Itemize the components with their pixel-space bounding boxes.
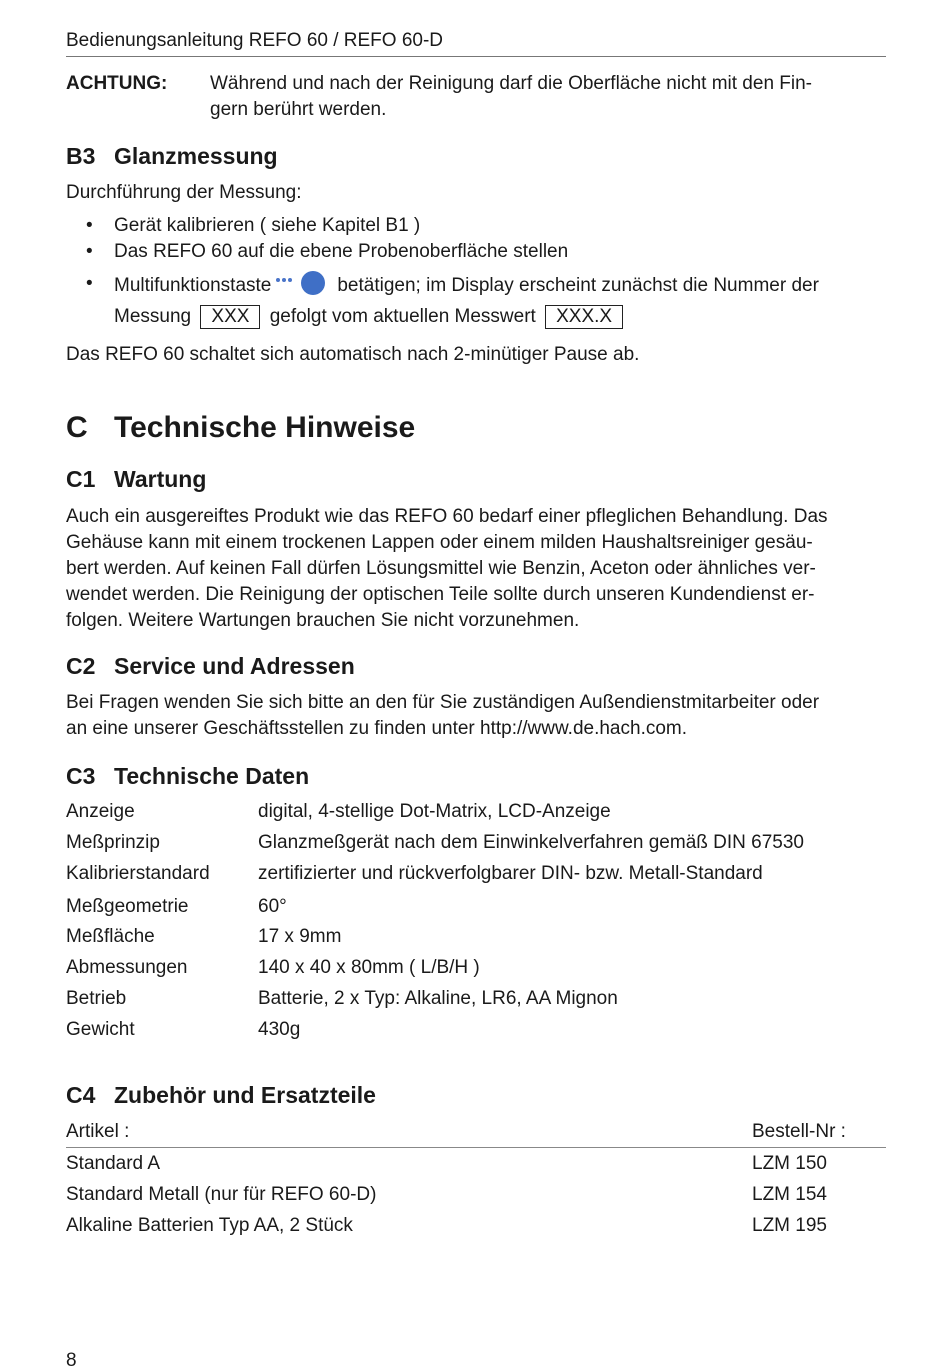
- spec-value: 140 x 40 x 80mm ( L/B/H ): [258, 957, 480, 978]
- section-title: Technische Daten: [114, 763, 310, 789]
- section-title: Service und Adressen: [114, 653, 355, 679]
- measurement-text: Messung: [114, 306, 192, 327]
- column-header-article: Artikel :: [66, 1121, 130, 1142]
- spec-label: Meßgeometrie: [66, 896, 189, 917]
- spec-value: Glanzmeßgerät nach dem Einwinkelverfahren gemäß DIN 67530: [258, 832, 804, 853]
- service-paragraph: [66, 690, 896, 742]
- section-c4-heading: [66, 1082, 376, 1109]
- paragraph-line: Gehäuse kann mit einem trockenen Lappen oder einem milden Haushaltsreiniger gesäu-: [66, 532, 813, 553]
- spec-label: Abmessungen: [66, 957, 188, 978]
- section-title: Glanzmessung: [114, 143, 278, 169]
- section-c2-heading: [66, 653, 355, 680]
- order-number: LZM 195: [752, 1215, 827, 1236]
- warning-label: ACHTUNG:: [66, 73, 168, 94]
- paragraph-line: wendet werden. Die Reinigung der optischen Teile sollte durch unseren Kundendienst er-: [66, 584, 815, 605]
- page-number: 8: [66, 1350, 77, 1371]
- section-number: C3: [66, 763, 96, 789]
- bullet-item: [86, 271, 886, 305]
- order-number: LZM 154: [752, 1184, 827, 1205]
- spec-label: Gewicht: [66, 1019, 135, 1040]
- chapter-title: Technische Hinweise: [114, 411, 416, 444]
- spec-value: digital, 4-stellige Dot-Matrix, LCD-Anzeige: [258, 801, 611, 822]
- bullet-text: Das REFO 60 auf die ebene Probenoberfläche stellen: [114, 241, 569, 262]
- paragraph-line: Auch ein ausgereiftes Produkt wie das REFO 60 bedarf einer pfleglichen Behandlung. Das: [66, 506, 828, 527]
- display-value-box: XXX.X: [545, 305, 623, 329]
- order-number: LZM 150: [752, 1153, 827, 1174]
- bullet-text-continued: betätigen; im Display erscheint zunächst die Nummer der: [337, 275, 819, 296]
- chapter-number: C: [66, 411, 88, 444]
- spec-label: Meßprinzip: [66, 832, 160, 853]
- article-name: Standard A: [66, 1153, 161, 1174]
- warning-line-1: Während und nach der Reinigung darf die Oberfläche nicht mit den Fin-: [210, 73, 813, 94]
- paragraph-line: Bei Fragen wenden Sie sich bitte an den für Sie zuständigen Außendienstmitarbeiter oder: [66, 692, 820, 713]
- bullet-text: Multifunktionstaste: [114, 275, 272, 296]
- bullet-item: [86, 213, 420, 239]
- auto-off-note: Das REFO 60 schaltet sich automatisch nach 2-minütiger Pause ab.: [66, 344, 640, 365]
- section-c1-heading: [66, 466, 206, 493]
- spec-value: 17 x 9mm: [258, 926, 342, 947]
- spec-value: Batterie, 2 x Typ: Alkaline, LR6, AA Mignon: [258, 988, 618, 1009]
- spec-label: Anzeige: [66, 801, 135, 822]
- measurement-intro: Durchführung der Messung:: [66, 182, 302, 203]
- spec-label: Meßfläche: [66, 926, 155, 947]
- section-number: C2: [66, 653, 96, 679]
- paragraph-line: bert werden. Auf keinen Fall dürfen Lösungsmittel wie Benzin, Aceton oder ähnliches ver-: [66, 558, 816, 579]
- maintenance-paragraph: [66, 504, 896, 634]
- chapter-c-heading: [66, 411, 415, 445]
- warning-line-2: gern berührt werden.: [210, 99, 387, 120]
- table-divider: [66, 1147, 886, 1148]
- section-b3-heading: [66, 143, 278, 170]
- paragraph-line: folgen. Weitere Wartungen brauchen Sie nicht vorzunehmen.: [66, 610, 580, 631]
- section-title: Zubehör und Ersatzteile: [114, 1082, 376, 1108]
- spec-value: zertifizierter und rückverfolgbarer DIN- bzw. Metall-Standard: [258, 863, 763, 884]
- measurement-text: gefolgt vom aktuellen Messwert: [269, 306, 536, 327]
- bullet-item: [86, 239, 568, 265]
- section-number: C1: [66, 466, 96, 492]
- spec-value: 60°: [258, 896, 287, 917]
- page-header: Bedienungsanleitung REFO 60 / REFO 60-D: [66, 30, 886, 57]
- article-name: Standard Metall (nur für REFO 60-D): [66, 1184, 377, 1205]
- spec-value: 430g: [258, 1019, 301, 1040]
- column-header-order-number: Bestell-Nr :: [752, 1121, 846, 1142]
- display-number-box: XXX: [200, 305, 260, 329]
- section-number: C4: [66, 1082, 96, 1108]
- section-number: B3: [66, 143, 96, 169]
- section-title: Wartung: [114, 466, 207, 492]
- spec-label: Betrieb: [66, 988, 127, 1009]
- spec-label: Kalibrierstandard: [66, 863, 210, 884]
- section-c3-heading: [66, 763, 309, 790]
- measurement-display-line: [114, 304, 627, 330]
- bullet-text: Gerät kalibrieren ( siehe Kapitel B1 ): [114, 215, 421, 236]
- multifunction-key-icon: [275, 271, 329, 305]
- article-name: Alkaline Batterien Typ AA, 2 Stück: [66, 1215, 353, 1236]
- paragraph-line: an eine unserer Geschäftsstellen zu finden unter http://www.de.hach.com.: [66, 718, 688, 739]
